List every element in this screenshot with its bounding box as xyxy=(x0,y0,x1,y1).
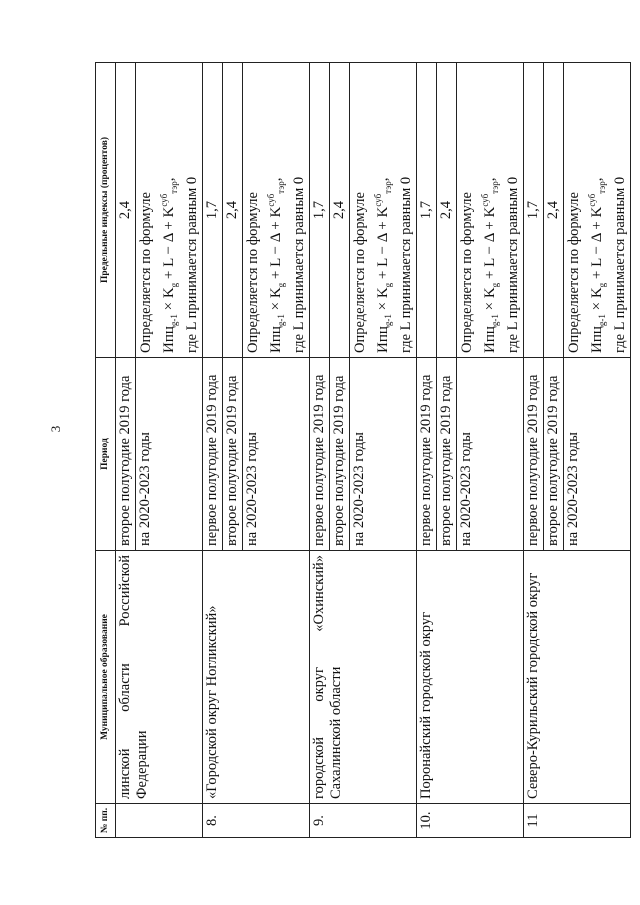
formula-trail: , xyxy=(375,177,391,182)
formula-expression xyxy=(369,67,397,353)
formula-intro: Определяется по формуле xyxy=(245,192,261,353)
formula-base: Ипц xyxy=(161,326,177,353)
formula-intro: Определяется по формуле xyxy=(138,192,154,353)
period-cell: второе полугодие 2019 года xyxy=(330,358,350,551)
formula-base-sub: g-1 xyxy=(490,314,500,327)
formula-mid: × K xyxy=(161,287,177,315)
row-number: 8. xyxy=(203,804,310,838)
period-cell: первое полугодие 2019 года xyxy=(417,358,437,551)
municipality-cell: линской области Российской Федерации xyxy=(116,551,203,804)
formula-note: где L принимается равным 0 xyxy=(398,176,414,353)
formula-trail: , xyxy=(161,177,177,182)
formula-k-sub: g xyxy=(276,282,286,288)
period-cell: второе полугодие 2019 года xyxy=(544,358,564,551)
period-cell: на 2020-2023 годы xyxy=(457,358,524,551)
index-value: 1,7 xyxy=(203,63,223,358)
formula-ter-sub: тэр xyxy=(169,181,179,194)
formula-trail: , xyxy=(482,177,498,182)
formula-tail: + L − Δ + K xyxy=(482,206,498,283)
formula-intro: Определяется по формуле xyxy=(459,192,475,353)
formula-k-sub: g xyxy=(383,282,393,288)
header-municipality: Муниципальное образование xyxy=(96,551,116,804)
municipality-cell: Поронайский городской округ xyxy=(417,551,524,804)
period-cell: первое полугодие 2019 года xyxy=(310,358,330,551)
index-value: 2,4 xyxy=(223,63,243,358)
formula-base-sub: g-1 xyxy=(597,314,607,327)
formula-sup: суб xyxy=(266,193,276,207)
formula-sup: суб xyxy=(480,193,490,207)
table-row xyxy=(310,63,417,838)
row-number: 9. xyxy=(310,804,417,838)
formula-expression xyxy=(155,67,183,353)
index-value: 2,4 xyxy=(116,63,136,358)
formula-tail: + L − Δ + K xyxy=(268,206,284,283)
header-period: Период xyxy=(96,358,116,551)
period-cell: второе полугодие 2019 года xyxy=(437,358,457,551)
index-value: 1,7 xyxy=(524,63,544,358)
table-row xyxy=(524,63,631,838)
municipality-cell: городской округ «Охинский» Сахалинской области xyxy=(310,551,417,804)
header-index: Предельные индексы (процентов) xyxy=(96,63,116,358)
municipality-cell: Северо-Курильский городской округ xyxy=(524,551,631,804)
formula-ter-sub: тэр xyxy=(490,181,500,194)
formula-note: где L принимается равным 0 xyxy=(291,176,307,353)
formula-base: Ипц xyxy=(268,326,284,353)
formula-note: где L принимается равным 0 xyxy=(612,176,628,353)
formula-base-sub: g-1 xyxy=(169,314,179,327)
formula-trail: , xyxy=(589,177,605,182)
formula-base: Ипц xyxy=(482,326,498,353)
index-value: 1,7 xyxy=(310,63,330,358)
formula-ter-sub: тэр xyxy=(597,181,607,194)
row-number xyxy=(116,804,203,838)
index-formula xyxy=(457,63,524,358)
index-value: 2,4 xyxy=(437,63,457,358)
formula-expression xyxy=(583,67,611,353)
formula-sup: суб xyxy=(587,193,597,207)
formula-base: Ипц xyxy=(375,326,391,353)
index-formula xyxy=(350,63,417,358)
formula-expression xyxy=(476,67,504,353)
period-cell: первое полугодие 2019 года xyxy=(203,358,223,551)
table-row xyxy=(116,63,203,838)
index-value: 1,7 xyxy=(417,63,437,358)
period-cell: второе полугодие 2019 года xyxy=(116,358,136,551)
row-number: 10. xyxy=(417,804,524,838)
formula-intro: Определяется по формуле xyxy=(566,192,582,353)
formula-tail: + L − Δ + K xyxy=(161,206,177,283)
formula-mid: × K xyxy=(589,287,605,315)
formula-mid: × K xyxy=(268,287,284,315)
formula-tail: + L − Δ + K xyxy=(375,206,391,283)
formula-mid: × K xyxy=(375,287,391,315)
index-value: 2,4 xyxy=(330,63,350,358)
index-value: 2,4 xyxy=(544,63,564,358)
period-cell: на 2020-2023 годы xyxy=(136,358,203,551)
page-number: 3 xyxy=(48,425,63,433)
formula-tail: + L − Δ + K xyxy=(589,206,605,283)
formula-trail: , xyxy=(268,177,284,182)
formula-sup: суб xyxy=(159,193,169,207)
formula-k-sub: g xyxy=(490,282,500,288)
header-num: № пп. xyxy=(96,804,116,838)
period-cell: второе полугодие 2019 года xyxy=(223,358,243,551)
formula-note: где L принимается равным 0 xyxy=(505,176,521,353)
formula-ter-sub: тэр xyxy=(276,181,286,194)
formula-intro: Определяется по формуле xyxy=(352,192,368,353)
table-row xyxy=(203,63,310,838)
limit-index-table xyxy=(95,62,631,838)
formula-k-sub: g xyxy=(169,282,179,288)
index-formula xyxy=(564,63,631,358)
period-cell: на 2020-2023 годы xyxy=(564,358,631,551)
formula-base-sub: g-1 xyxy=(276,314,286,327)
table-header-row xyxy=(96,63,116,838)
formula-k-sub: g xyxy=(597,282,607,288)
formula-ter-sub: тэр xyxy=(383,181,393,194)
period-cell: на 2020-2023 годы xyxy=(350,358,417,551)
period-cell: первое полугодие 2019 года xyxy=(524,358,544,551)
formula-base-sub: g-1 xyxy=(383,314,393,327)
formula-mid: × K xyxy=(482,287,498,315)
row-number: 11 xyxy=(524,804,631,838)
table-row xyxy=(417,63,524,838)
formula-base: Ипц xyxy=(589,326,605,353)
index-formula xyxy=(243,63,310,358)
index-formula xyxy=(136,63,203,358)
formula-note: где L принимается равным 0 xyxy=(184,176,200,353)
period-cell: на 2020-2023 годы xyxy=(243,358,310,551)
municipality-cell: «Городской округ Ногликский» xyxy=(203,551,310,804)
rotated-table-container xyxy=(95,63,628,838)
formula-expression xyxy=(262,67,290,353)
formula-sup: суб xyxy=(373,193,383,207)
